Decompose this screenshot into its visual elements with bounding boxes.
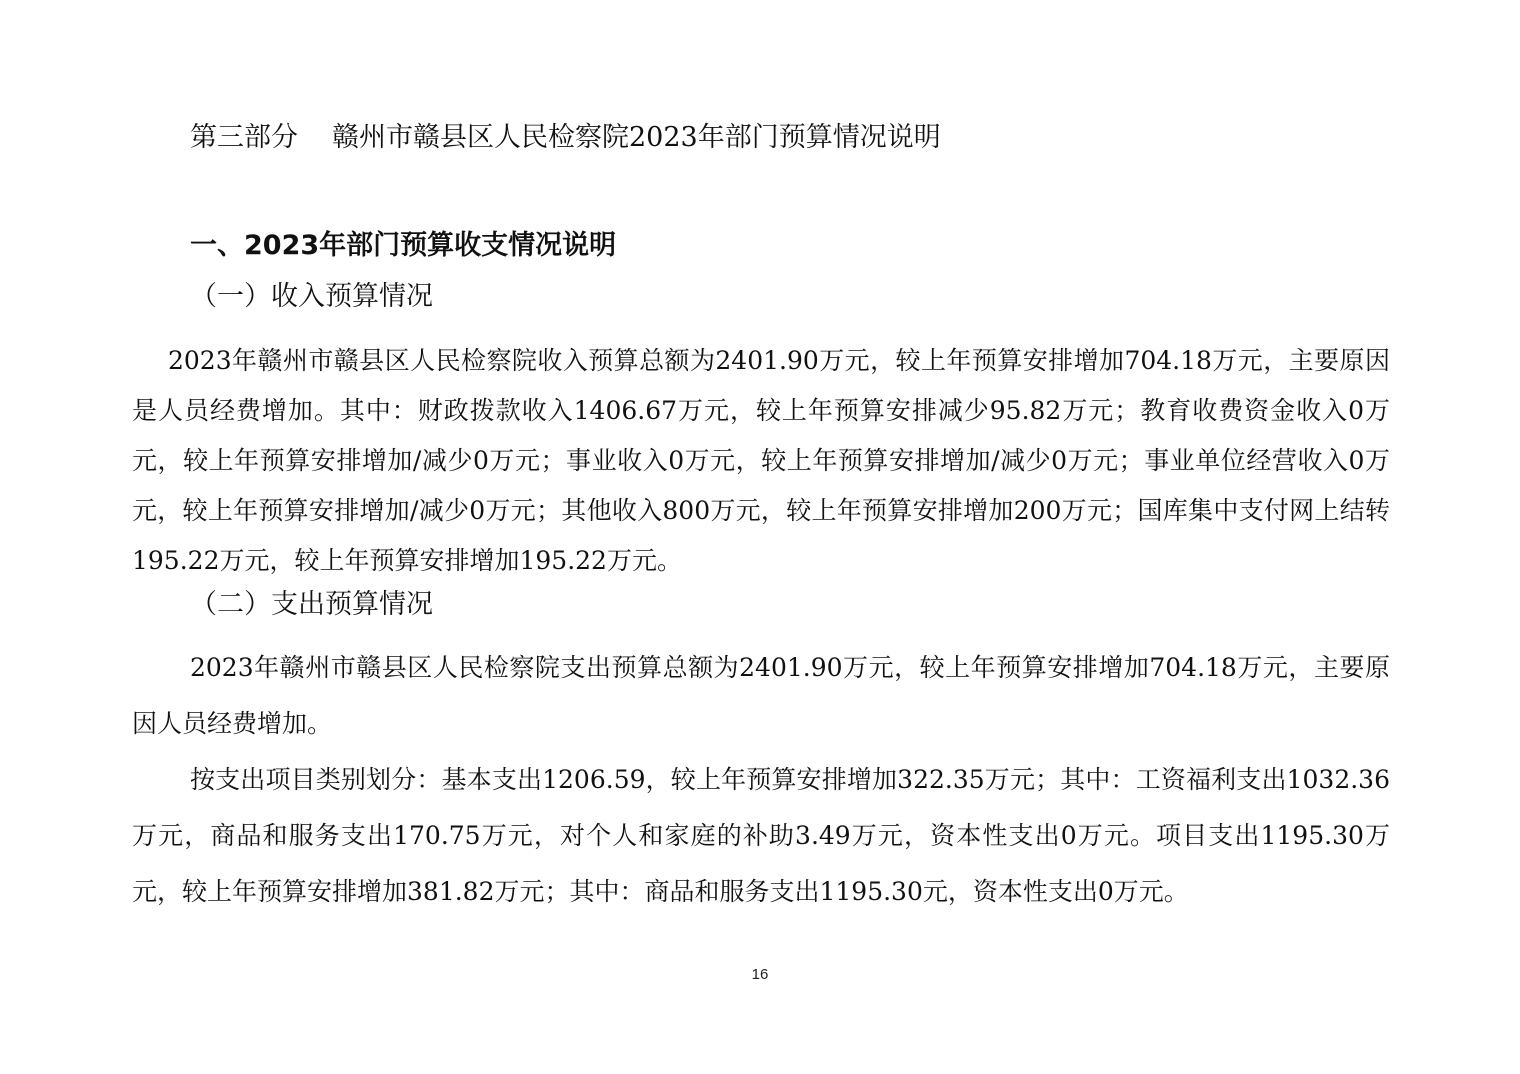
expense-budget-heading: （二）支出预算情况 bbox=[190, 589, 433, 620]
part-label: 第三部分 bbox=[190, 122, 298, 153]
section-1-heading: 一、2023年部门预算收支情况说明 bbox=[190, 230, 617, 261]
part-title-text: 赣州市赣县区人民检察院2023年部门预算情况说明 bbox=[332, 122, 941, 153]
expense-category-paragraph: 按支出项目类别划分：基本支出1206.59，较上年预算安排增加322.35万元；其中：工资福利支出1032.36万元，商品和服务支出170.75万元，对个人和家庭的补助3.49万元，资本性支出0万元。项目支出1195.30万元，较上年预算安排增加381.82万元；其中：商品和服务支出1195.30元，资本性支出0万元。 bbox=[132, 765, 1390, 906]
expense-total-paragraph: 2023年赣州市赣县区人民检察院支出预算总额为2401.90万元，较上年预算安排增加704.18万元，主要原因人员经费增加。 bbox=[132, 653, 1390, 738]
income-budget-heading: （一）收入预算情况 bbox=[190, 281, 433, 312]
part-title bbox=[190, 118, 941, 158]
income-budget-paragraph: 2023年赣州市赣县区人民检察院收入预算总额为2401.90万元，较上年预算安排增加704.18万元，主要原因是人员经费增加。其中：财政拨款收入1406.67万元，较上年预算安排减少95.82万元；教育收费资金收入0万元，较上年预算安排增加/减少0万元；事业收入0万元，较上年预算安排增加/减少0万元；事业单位经营收入0万元，较上年预算安排增加/减少0万元；其他收入800万元，较上年预算安排增加200万元；国库集中支付网上结转195.22万元，较上年预算安排增加195.22万元。 bbox=[132, 346, 1390, 575]
page-number: 16 bbox=[751, 966, 769, 983]
